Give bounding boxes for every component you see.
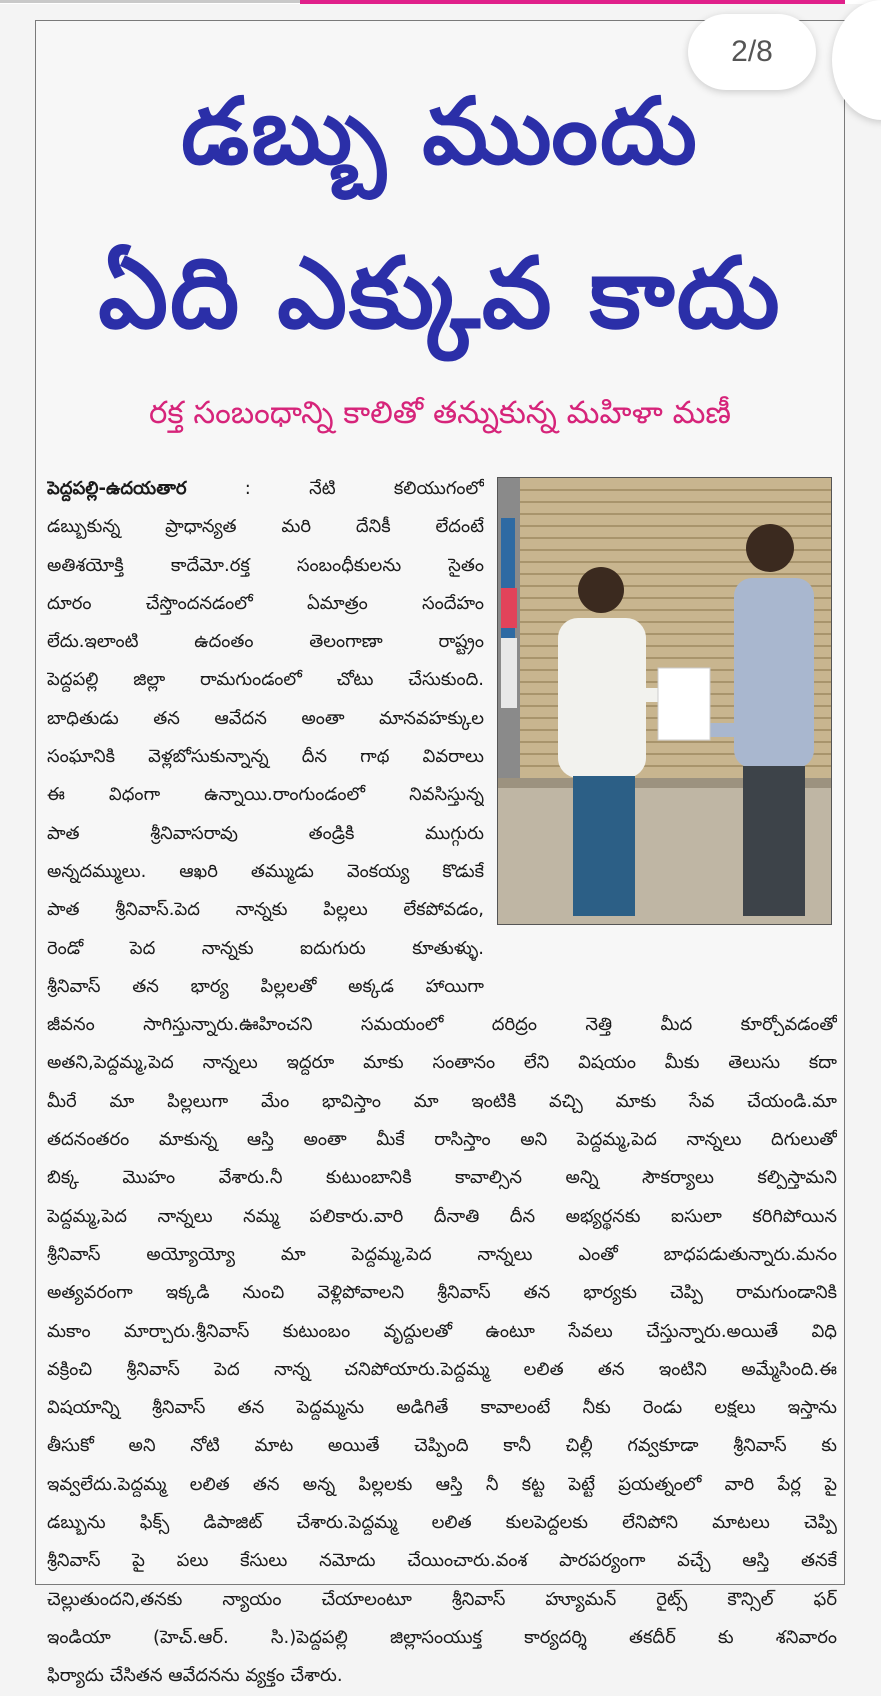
article-line: పాత శ్రీనివాసరావు తండ్రికి ముగ్గురు — [47, 822, 484, 844]
article-line: ఫిర్యాదు చేసితన ఆవేదనను వ్యక్తం చేశారు. — [47, 1665, 343, 1687]
article-line: దూరం చేస్తొందనడంలో ఏమాత్రం సందేహం — [47, 592, 484, 614]
article-line-text: : నేటి కలియుగంలో — [244, 478, 484, 499]
article-line: బాధితుడు తన ఆవేదన అంతా మానవహక్కుల — [47, 707, 484, 729]
headline-line-2: ఏది ఎక్కువ కాదు — [98, 237, 782, 351]
article-line — [47, 470, 484, 508]
article-line: చెల్లుతుందని,తనకు న్యాయం చేయాలంటూ శ్రీనివాస్ హ్యూమన్ రైట్స్ కౌన్సిల్ ఫర్ — [47, 1588, 837, 1610]
article-line: వక్రించి శ్రీనివాస్ పెద నాన్న చనిపోయారు.పెద్దమ్మ లలిత తన ఇంటిని అమ్మేసింది.ఈ — [47, 1358, 837, 1380]
article-line: ఈ విధంగా ఉన్నాయి.రాంగుండంలో నివసిస్తున్న — [47, 784, 484, 806]
article-line: డబ్బును ఫిక్స్ డిపాజిట్ చేశారు.పెద్దమ్మ లలిత కులపెద్దలకు లేనిపోని మాటలు చెప్పి — [47, 1512, 837, 1534]
article-line: పెద్దమ్మ,పెద నాన్నలు నమ్మ పలికారు.వారి దీనాతి దీన అభ్యర్థనకు ఐసులా కరిగిపోయిన — [47, 1205, 837, 1227]
article-line: ఇండియా (హెచ్.ఆర్. సి.)పెద్దపల్లి జిల్లాసంయుక్త కార్యదర్శి తకదీర్ కు శనివారం — [47, 1626, 837, 1648]
top-accent-bar — [0, 0, 881, 4]
article-body — [47, 470, 837, 1696]
article-line: విషయాన్ని శ్రీనివాస్ తన పెద్దమ్మను అడిగితే కావాలంటే నీకు రెండు లక్షలు ఇస్తాను — [47, 1397, 837, 1419]
article-line: తీసుకో అని నోటి మాట అయితే చెప్పింది కానీ చిల్లీ గవ్వకూడా శ్రీనివాస్ కు — [47, 1435, 837, 1457]
article-line: మీరే మా పిల్లలుగా మేం భావిస్తాం మా ఇంటికి వచ్చి మాకు సేవ చేయండి.మా — [47, 1090, 837, 1112]
article-line: పెద్దపల్లి జిల్లా రామగుండంలో చోటు చేసుకుంది. — [47, 669, 484, 691]
article-line: ఇవ్వలేదు.పెద్దమ్మ లలిత తన అన్న పిల్లలకు ఆస్తి నీ కట్ట పెట్టే ప్రయత్నంలో వారి పేర్ల పై — [47, 1473, 837, 1495]
article-line: పాత శ్రీనివాస్.పెద నాన్నకు పిల్లలు లేకపోవడం, — [47, 899, 484, 921]
article-line: డబ్బుకున్న ప్రాధాన్యత మరి దేనికీ లేదంటే — [47, 516, 484, 538]
article-line: బిక్క మొహం వేశారు.నీ కుటుంబానికి కావాల్సిన అన్ని సౌకర్యాలు కల్పిస్తామని — [47, 1167, 837, 1189]
article-line: శ్రీనివాస్ అయ్యోయ్యో మా పెద్దమ్మ,పెద నాన్నలు ఎంతో బాధపడుతున్నారు.మనం — [47, 1243, 837, 1265]
article-line: అన్నదమ్ములు. ఆఖరి తమ్ముడు వెంకయ్య కొడుకే — [47, 860, 484, 882]
article-line: తదనంతరం మాకున్న ఆస్తి అంతా మీకే రాసిస్తాం అని పెద్దమ్మ,పెద నాన్నలు దిగులుతో — [47, 1129, 837, 1151]
article-line: లేదు.ఇలాంటి ఉదంతం తెలంగాణా రాష్ట్రం — [47, 631, 484, 653]
headline-line-1: డబ్బు ముందు — [181, 78, 699, 185]
page-indicator: 2/8 — [688, 14, 816, 90]
article-line: మకాం మార్చారు.శ్రీనివాస్ కుటుంబం వృద్దులతో ఉంటూ సేవలు చేస్తున్నారు.అయితే విధి — [47, 1320, 837, 1342]
article-line: రెండో పెద నాన్నకు ఐదుగురు కూతుళ్ళు. — [47, 937, 484, 959]
article-line: శ్రీనివాస్ పై పలు కేసులు నమోదు చేయించారు.వంశ పారపర్యంగా వచ్చే ఆస్తి తనకే — [47, 1550, 837, 1572]
article-line: అత్యవరంగా ఇక్కడి నుంచి వెళ్లిపోవాలని శ్రీనివాస్ తన భార్యకు చెప్పి రామగుండానికి — [47, 1282, 837, 1304]
subheadline: రక్త సంబంధాన్ని కాలితో తన్నుకున్న మహిళా మణీ — [148, 395, 732, 431]
article-line: శ్రీనివాస్ తన భార్య పిల్లలతో అక్కడ హాయిగా — [47, 975, 484, 997]
article-line: అతిశయోక్తి కాదేమో.రక్త సంబంధీకులను సైతం — [47, 554, 484, 576]
article-line: జీవనం సాగిస్తున్నారు.ఊహించని సమయంలో దరిద్రం నెత్తి మీద కూర్చోవడంతో — [47, 1014, 837, 1036]
article-line: సంఘానికి వెళ్లబోసుకున్నాన్న దీన గాథ వివరాలు — [47, 746, 484, 768]
byline: పెద్దపల్లి-ఉదయతార — [47, 478, 187, 499]
article-line: అతని,పెద్దమ్మ,పెద నాన్నలు ఇద్దరూ మాకు సంతానం లేని విషయం మీకు తెలుసు కదా — [47, 1052, 837, 1074]
